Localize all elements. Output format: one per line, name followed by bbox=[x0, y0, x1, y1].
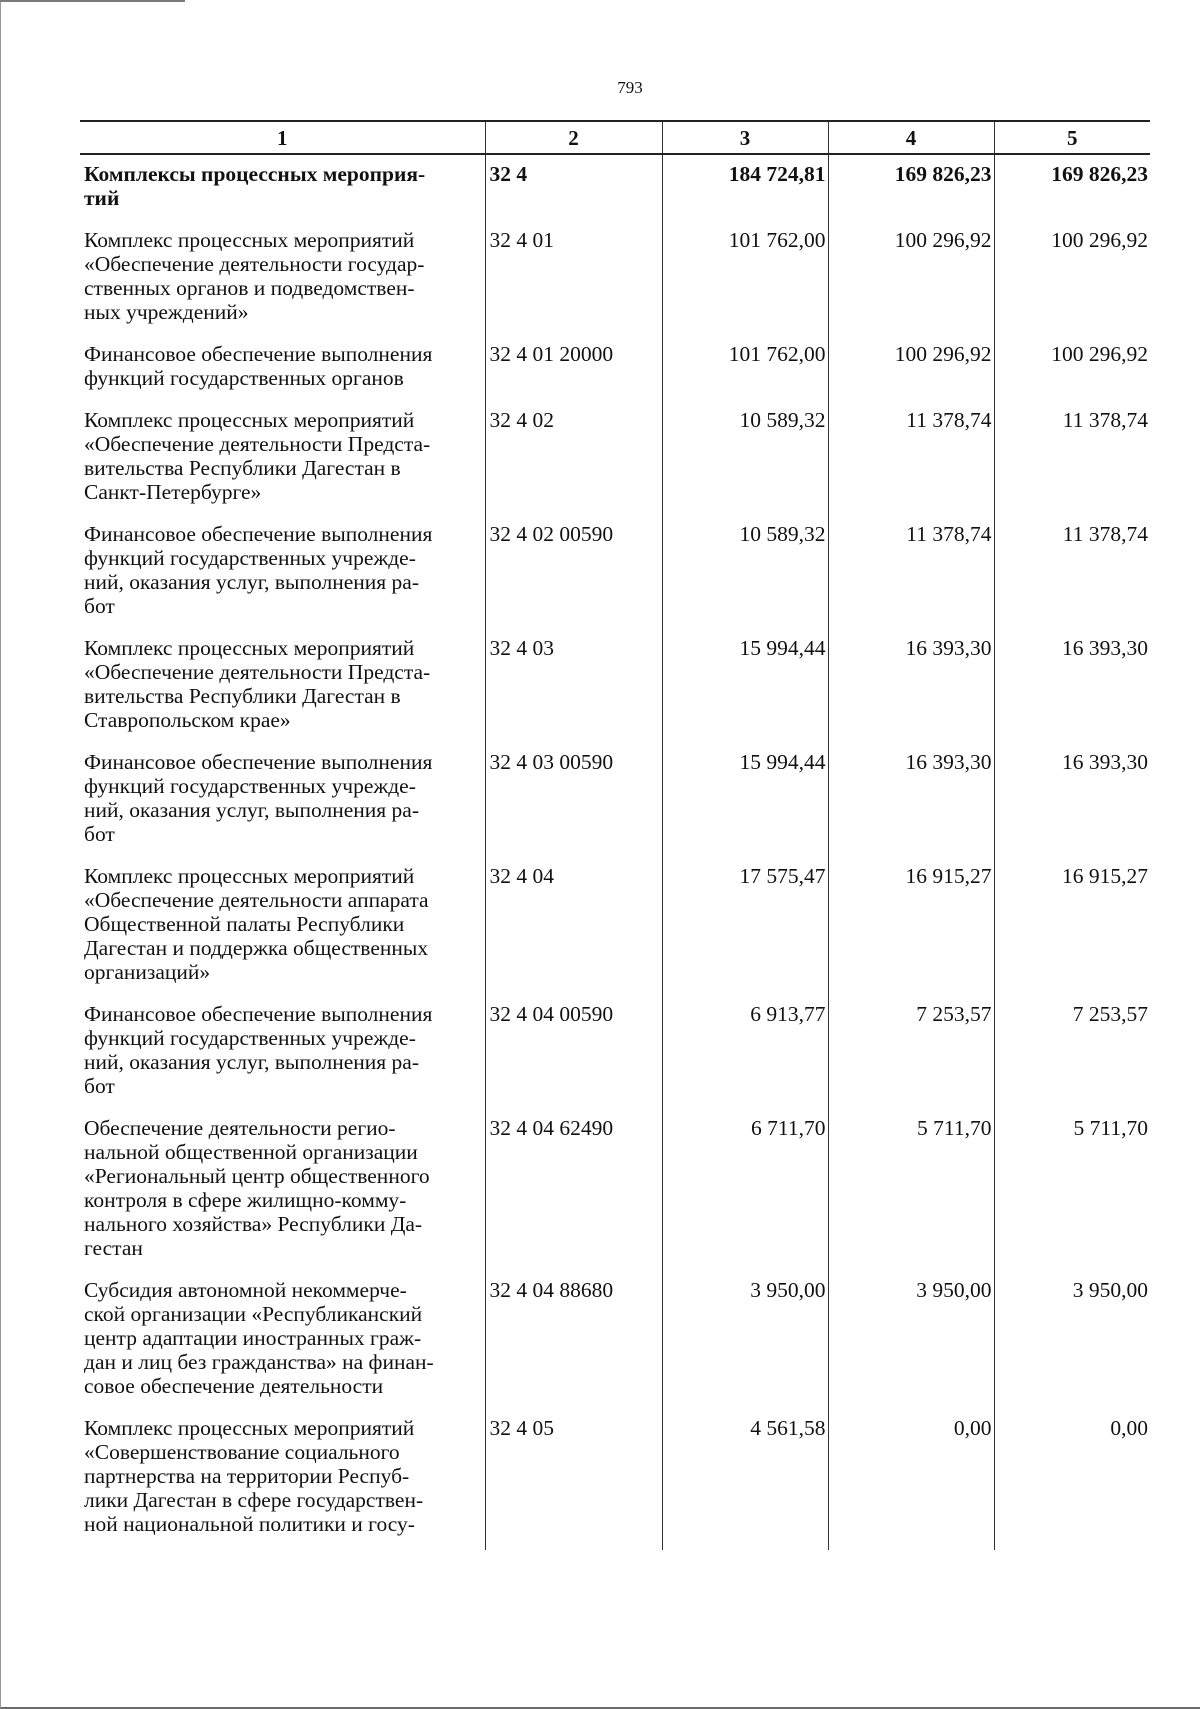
table-row bbox=[80, 338, 1150, 404]
row-value-col5: 169 826,23 bbox=[994, 154, 1150, 224]
scan-corner-mark bbox=[0, 0, 185, 2]
row-value-col3: 101 762,00 bbox=[662, 224, 828, 338]
row-value-col3: 101 762,00 bbox=[662, 338, 828, 404]
row-value-col5: 16 393,30 bbox=[994, 632, 1150, 746]
row-value-col3: 3 950,00 bbox=[662, 1274, 828, 1412]
row-name-cell: Финансовое обеспечение выполнения функций государственных учрежде- ний, оказания услуг, выполнения ра- бот bbox=[84, 1002, 433, 1098]
row-value-col3: 10 589,32 bbox=[662, 518, 828, 632]
row-value-col5: 100 296,92 bbox=[994, 338, 1150, 404]
row-name-cell: Комплекс процессных мероприятий «Обеспечение деятельности Предста- вительства Республики Дагестан в Санкт-Петербурге» bbox=[84, 408, 431, 504]
row-value-col4: 100 296,92 bbox=[828, 338, 994, 404]
row-code-cell: 32 4 04 bbox=[485, 860, 662, 998]
row-name-cell: Комплекс процессных мероприятий «Обеспечение деятельности аппарата Общественной палаты Республики Дагестан и поддержка общественных организаций» bbox=[84, 864, 429, 984]
row-name-cell: Финансовое обеспечение выполнения функций государственных органов bbox=[84, 342, 433, 390]
row-name-cell: Субсидия автономной некоммерче- ской организации «Республиканский центр адаптации иностранных граж- дан и лиц без гражданства» на финан- совое обеспечение деятельности bbox=[84, 1278, 434, 1398]
row-code-cell: 32 4 04 00590 bbox=[485, 998, 662, 1112]
column-header-3: 3 bbox=[662, 121, 828, 154]
table-row bbox=[80, 404, 1150, 518]
row-value-col5: 5 711,70 bbox=[994, 1112, 1150, 1274]
row-name-cell: Финансовое обеспечение выполнения функций государственных учрежде- ний, оказания услуг, выполнения ра- бот bbox=[84, 750, 433, 846]
row-value-col3: 15 994,44 bbox=[662, 632, 828, 746]
table-header bbox=[80, 121, 1150, 154]
row-value-col3: 6 913,77 bbox=[662, 998, 828, 1112]
row-value-col4: 16 915,27 bbox=[828, 860, 994, 998]
header-row bbox=[80, 121, 1150, 154]
row-value-col5: 3 950,00 bbox=[994, 1274, 1150, 1412]
row-value-col3: 6 711,70 bbox=[662, 1112, 828, 1274]
row-value-col5: 7 253,57 bbox=[994, 998, 1150, 1112]
row-value-col5: 11 378,74 bbox=[994, 404, 1150, 518]
row-value-col5: 16 915,27 bbox=[994, 860, 1150, 998]
column-header-1: 1 bbox=[80, 121, 485, 154]
row-value-col5: 16 393,30 bbox=[994, 746, 1150, 860]
row-name-cell: Финансовое обеспечение выполнения функций государственных учрежде- ний, оказания услуг, выполнения ра- бот bbox=[84, 522, 433, 618]
row-name-cell: Комплексы процессных мероприя- тий bbox=[84, 162, 426, 210]
row-value-col3: 15 994,44 bbox=[662, 746, 828, 860]
row-value-col4: 16 393,30 bbox=[828, 632, 994, 746]
row-value-col4: 169 826,23 bbox=[828, 154, 994, 224]
row-value-col5: 100 296,92 bbox=[994, 224, 1150, 338]
table-row bbox=[80, 1274, 1150, 1412]
table-row bbox=[80, 224, 1150, 338]
row-value-col3: 10 589,32 bbox=[662, 404, 828, 518]
row-name-cell: Комплекс процессных мероприятий «Обеспечение деятельности Предста- вительства Республики Дагестан в Ставропольском крае» bbox=[84, 636, 431, 732]
row-value-col3: 4 561,58 bbox=[662, 1412, 828, 1550]
row-value-col4: 11 378,74 bbox=[828, 404, 994, 518]
table-row bbox=[80, 746, 1150, 860]
row-value-col4: 0,00 bbox=[828, 1412, 994, 1550]
table-row bbox=[80, 1112, 1150, 1274]
table-row bbox=[80, 1412, 1150, 1550]
row-code-cell: 32 4 05 bbox=[485, 1412, 662, 1550]
row-code-cell: 32 4 03 bbox=[485, 632, 662, 746]
row-name-cell: Обеспечение деятельности регио- нальной общественной организации «Региональный центр общественного контроля в сфере жилищно-комму- нального хозяйства» Республики Да- гестан bbox=[84, 1116, 430, 1260]
row-code-cell: 32 4 02 bbox=[485, 404, 662, 518]
row-code-cell: 32 4 03 00590 bbox=[485, 746, 662, 860]
row-value-col4: 5 711,70 bbox=[828, 1112, 994, 1274]
row-value-col5: 11 378,74 bbox=[994, 518, 1150, 632]
column-header-2: 2 bbox=[485, 121, 662, 154]
table-row bbox=[80, 998, 1150, 1112]
row-value-col4: 16 393,30 bbox=[828, 746, 994, 860]
row-code-cell: 32 4 01 20000 bbox=[485, 338, 662, 404]
budget-table bbox=[80, 120, 1150, 1550]
row-code-cell: 32 4 04 88680 bbox=[485, 1274, 662, 1412]
row-value-col3: 184 724,81 bbox=[662, 154, 828, 224]
table-body bbox=[80, 154, 1150, 1550]
row-code-cell: 32 4 bbox=[485, 154, 662, 224]
table-row bbox=[80, 860, 1150, 998]
row-value-col5: 0,00 bbox=[994, 1412, 1150, 1550]
row-name-cell: Комплекс процессных мероприятий «Обеспечение деятельности государ- ственных органов и подведомствен- ных учреждений» bbox=[84, 228, 425, 324]
table-row bbox=[80, 518, 1150, 632]
column-header-5: 5 bbox=[994, 121, 1150, 154]
row-code-cell: 32 4 01 bbox=[485, 224, 662, 338]
row-name-cell: Комплекс процессных мероприятий «Совершенствование социального партнерства на территории Респуб- лики Дагестан в сфере государствен- ной национальной политики и госу- bbox=[84, 1416, 424, 1536]
row-value-col4: 7 253,57 bbox=[828, 998, 994, 1112]
page-number: 793 bbox=[617, 78, 643, 97]
row-code-cell: 32 4 04 62490 bbox=[485, 1112, 662, 1274]
row-value-col4: 100 296,92 bbox=[828, 224, 994, 338]
table-row bbox=[80, 154, 1150, 224]
column-header-4: 4 bbox=[828, 121, 994, 154]
row-value-col4: 3 950,00 bbox=[828, 1274, 994, 1412]
row-value-col3: 17 575,47 bbox=[662, 860, 828, 998]
row-code-cell: 32 4 02 00590 bbox=[485, 518, 662, 632]
row-value-col4: 11 378,74 bbox=[828, 518, 994, 632]
table-row bbox=[80, 632, 1150, 746]
